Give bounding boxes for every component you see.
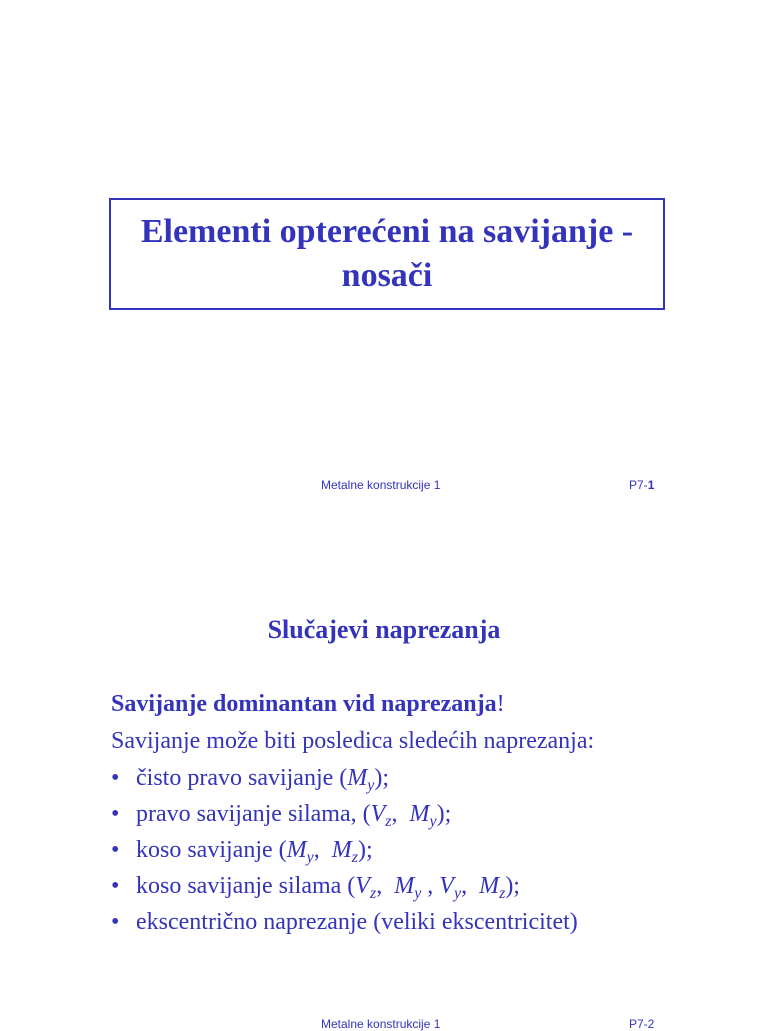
bullet-dot: • [111,765,120,791]
slide1-footer-page-prefix: P7- [629,478,648,492]
bullet-separator: , [376,873,395,899]
math-symbol: M [331,837,352,863]
math-subscript: y [306,849,314,866]
slide2-bullet-4 [111,871,520,901]
slide1-footer-page [629,478,654,492]
math-symbol: V [370,801,386,827]
math-symbol: M [394,873,415,899]
math-subscript: y [429,813,437,830]
math-subscript: y [367,777,375,794]
bullet-text: ); [357,837,373,863]
slide2-title: Slučajevi naprezanja [267,615,501,644]
math-symbol: M [286,837,307,863]
bullet-separator: , [313,837,332,863]
math-subscript: z [369,885,377,902]
math-symbol: V [355,873,370,899]
slide2-footer-course: Metalne konstrukcije 1 [321,1017,441,1031]
slide1-title-line2: nosači [341,257,433,294]
math-subscript: z [499,885,506,902]
math-symbol: M [479,873,500,899]
slide2-bullet-2 [111,799,451,829]
slide2-line-causes: Savijanje može biti posledica sledećih naprezanja: [111,728,595,754]
math-subscript: y [453,885,462,902]
math-symbol: M [347,765,368,791]
math-symbol: M [409,801,430,827]
bullet-text: ); [505,873,520,899]
bullet-text: koso savijanje silama ( [136,873,356,899]
slide2-bullet-1 [111,763,389,793]
slide2-bullet-5 [111,907,578,937]
slide1-footer-course: Metalne konstrukcije 1 [321,478,441,492]
math-subscript: z [385,813,392,830]
slide2-footer-page: P7-2 [629,1017,655,1031]
slide2-bullet-3 [111,835,373,865]
bullet-text: koso savijanje ( [136,837,287,863]
bullet-text: pravo savijanje silama, ( [136,801,371,827]
bullet-text: ekscentrično naprezanje (veliki ekscentricitet) [136,909,578,935]
bullet-separator: , [391,801,410,827]
bullet-separator: , [461,873,480,899]
slide2-line-dominant-bold: Savijanje dominantan vid naprezanja [111,691,497,717]
slide1-title-box [109,198,665,310]
bullet-dot: • [111,873,120,899]
slide1-title-line1: Elementi opterećeni na savijanje - [140,213,634,250]
bullet-text: čisto pravo savijanje ( [136,765,348,791]
slide1-footer-page-number: 1 [647,478,655,492]
math-subscript: y [414,885,422,902]
bullet-dot: • [111,909,120,935]
slide2-line-dominant-tail: ! [496,691,505,717]
bullet-separator: , [421,873,440,899]
math-subscript: z [351,849,358,866]
slide2-line-dominant [111,689,505,719]
bullet-text: ); [436,801,452,827]
bullet-text: ); [374,765,390,791]
bullet-dot: • [111,801,120,827]
bullet-dot: • [111,837,120,863]
math-symbol: V [439,873,454,899]
